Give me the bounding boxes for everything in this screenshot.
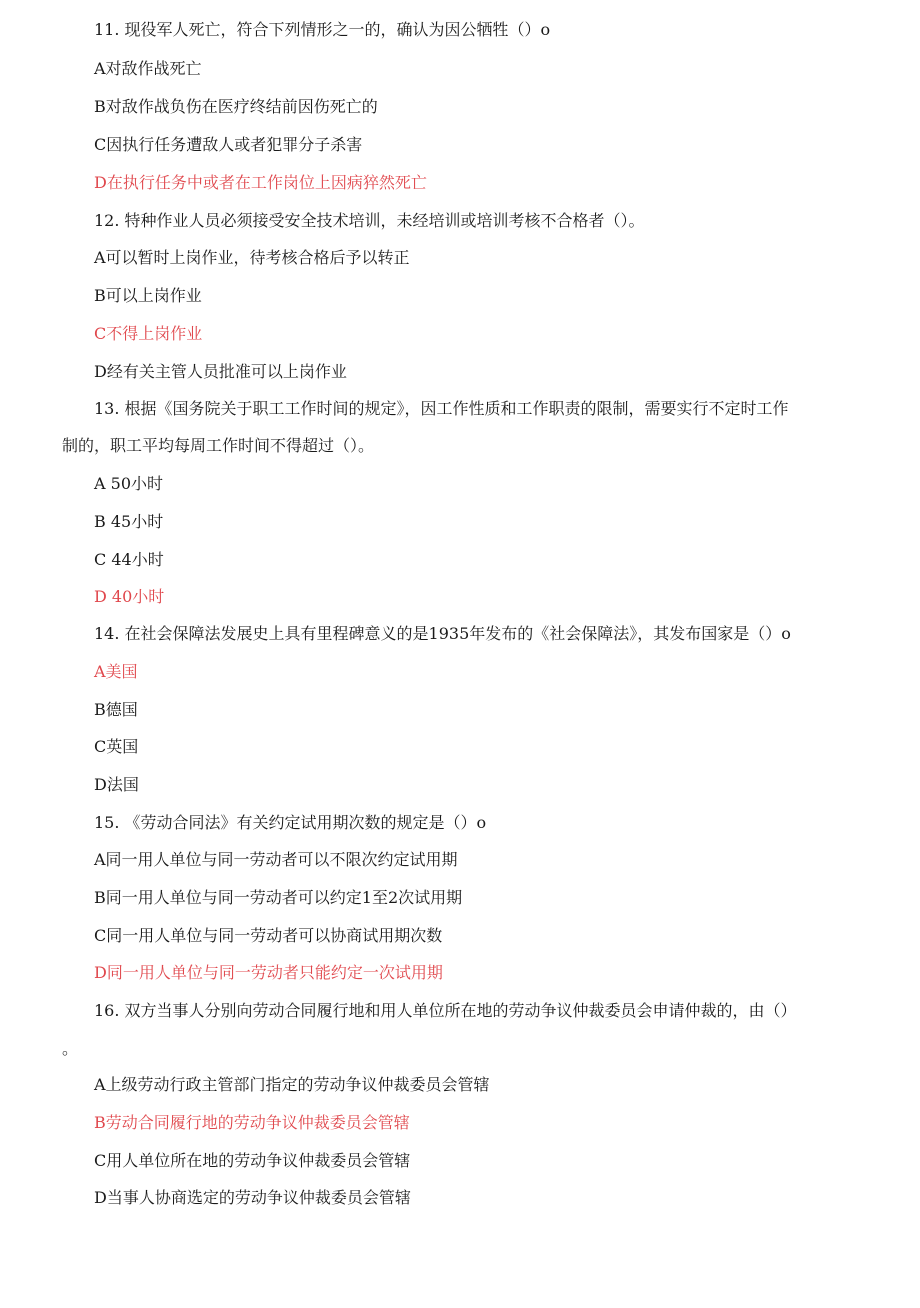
question-15-stem: 15. 《劳动合同法》有关约定试用期次数的规定是（）o bbox=[94, 813, 487, 832]
question-11-option-c: C因执行任务遭敌人或者犯罪分子杀害 bbox=[94, 135, 363, 154]
question-15-option-c: C同一用人单位与同一劳动者可以协商试用期次数 bbox=[94, 926, 443, 945]
question-16-option-b-answer: B劳动合同履行地的劳动争议仲裁委员会管辖 bbox=[94, 1113, 410, 1132]
question-11-stem: 11. 现役军人死亡，符合下列情形之一的，确认为因公牺牲（）o bbox=[94, 20, 551, 39]
question-12-option-d: D经有关主管人员批准可以上岗作业 bbox=[94, 362, 347, 381]
question-13-stem: 13. 根据《国务院关于职工工作时间的规定》，因工作性质和工作职责的限制，需要实行不定时工作 bbox=[94, 399, 789, 418]
question-16-stem-continued: 。 bbox=[62, 1039, 79, 1058]
question-14-stem: 14. 在社会保障法发展史上具有里程碑意义的是1935年发布的《社会保障法》，其发布国家是（）o bbox=[94, 624, 791, 643]
question-13-option-c: C 44小时 bbox=[94, 550, 164, 569]
question-14-option-c: C英国 bbox=[94, 737, 139, 756]
question-13-option-b: B 45小时 bbox=[94, 512, 164, 531]
question-15-option-a: A同一用人单位与同一劳动者可以不限次约定试用期 bbox=[94, 850, 458, 869]
question-13-stem-continued: 制的，职工平均每周工作时间不得超过（）。 bbox=[62, 436, 375, 455]
question-16-option-c: C用人单位所在地的劳动争议仲裁委员会管辖 bbox=[94, 1151, 411, 1170]
question-13-option-a: A 50小时 bbox=[94, 474, 164, 493]
question-12-option-c-answer: C不得上岗作业 bbox=[94, 324, 203, 343]
question-13-option-d-answer: D 40小时 bbox=[94, 587, 165, 606]
question-12-stem: 12. 特种作业人员必须接受安全技术培训，未经培训或培训考核不合格者（）。 bbox=[94, 211, 645, 230]
question-16-option-a: A上级劳动行政主管部门指定的劳动争议仲裁委员会管辖 bbox=[94, 1075, 490, 1094]
question-16-stem: 16. 双方当事人分别向劳动合同履行地和用人单位所在地的劳动争议仲裁委员会申请仲裁的，由（） bbox=[94, 1001, 797, 1020]
question-16-option-d: D当事人协商选定的劳动争议仲裁委员会管辖 bbox=[94, 1188, 411, 1207]
question-14-option-a-answer: A美国 bbox=[94, 662, 138, 681]
question-15-option-b: B同一用人单位与同一劳动者可以约定1至2次试用期 bbox=[94, 888, 463, 907]
question-15-option-d-answer: D同一用人单位与同一劳动者只能约定一次试用期 bbox=[94, 963, 443, 982]
question-11-option-d-answer: D在执行任务中或者在工作岗位上因病猝然死亡 bbox=[94, 173, 427, 192]
question-11-option-a: A对敌作战死亡 bbox=[94, 59, 202, 78]
question-11-option-b: B对敌作战负伤在医疗终结前因伤死亡的 bbox=[94, 97, 378, 116]
question-14-option-b: B德国 bbox=[94, 700, 138, 719]
question-12-option-a: A可以暂时上岗作业，待考核合格后予以转正 bbox=[94, 248, 410, 267]
question-14-option-d: D法国 bbox=[94, 775, 139, 794]
question-12-option-b: B可以上岗作业 bbox=[94, 286, 202, 305]
